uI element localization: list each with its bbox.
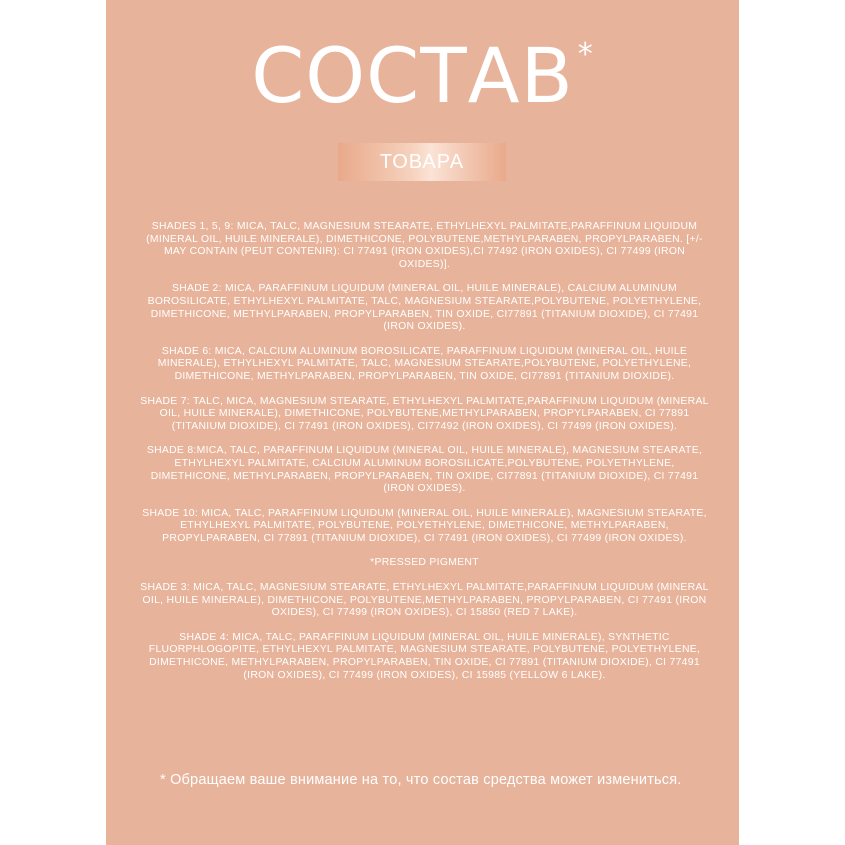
composition-card: [106, 0, 739, 845]
ingredients-list: [138, 221, 711, 694]
ingredients-paragraph: SHADE 7: TALC, MICA, MAGNESIUM STEARATE, ETHYLHEXYL PALMITATE,PARAFFINUM LIQUIDUM (MINERAL OIL, HUILE MINERALE), DIMETHICONE, POLYBUTENE,METHYLPARABEN, PROPYLPARABEN, CI 77891 (TITANIUM DIOXIDE), CI 77491 (IRON OXIDES), CI77492 (IRON OXIDES), CI 77499 (IRON OXIDES).: [140, 395, 709, 432]
ingredients-paragraph: SHADE 2: MICA, PARAFFINUM LIQUIDUM (MINERAL OIL, HUILE MINERALE), CALCIUM ALUMINUM BOROSILICATE, ETHYLHEXYL PALMITATE, TALC, MAGNESIUM STEARATE,POLYBUTENE, POLYETHYLENE, DIMETHICONE, METHYLPARABEN, PROPYLPARABEN, TIN OXIDE, CI77891 (TITANIUM DIOXIDE), CI 77491 (IRON OXIDES).: [147, 283, 702, 333]
ingredients-paragraph: SHADE 8:MICA, TALC, PARAFFINUM LIQUIDUM (MINERAL OIL, HUILE MINERALE), MAGNESIUM STEARATE, ETHYLHEXYL PALMITATE, CALCIUM ALUMINUM BOROSILICATE,POLYBUTENE, POLYETHYLENE, DIMETHICONE, METHYLPARABEN, PROPYLPARABEN, TIN OXIDE, CI77891 (TITANIUM DIOXIDE), CI 77491 (IRON OXIDES).: [146, 445, 703, 495]
ingredients-paragraph: SHADE 6: MICA, CALCIUM ALUMINUM BOROSILICATE, PARAFFINUM LIQUIDUM (MINERAL OIL, HUILE MINERALE), ETHYLHEXYL PALMITATE, TALC, MAGNESIUM STEARATE,POLYBUTENE, POLYETHYLENE, DIMETHICONE, METHYLPARABEN, PROPYLPARABEN, TIN OXIDE, CI77891 (TITANIUM DIOXIDE).: [157, 345, 692, 382]
ingredients-paragraph: SHADE 3: MICA, TALC, MAGNESIUM STEARATE, ETHYLHEXYL PALMITATE,PARAFFINUM LIQUIDUM (MINERAL OIL, HUILE MINERALE), DIMETHICONE, POLYBUTENE,METHYLPARABEN, PROPYLPARABEN, CI 77491 (IRON OXIDES), CI 77499 (IRON OXIDES), CI 15850 (RED 7 LAKE).: [140, 582, 709, 619]
ingredients-paragraph: SHADE 4: MICA, TALC, PARAFFINUM LIQUIDUM (MINERAL OIL, HUILE MINERALE), SYNTHETIC FLUORPHLOGOPITE, ETHYLHEXYL PALMITATE, MAGNESIUM STEARATE, POLYBUTENE, POLYETHYLENE, DIMETHICONE, METHYLPARABEN, PROPYLPARABEN, TIN OXIDE, CI 77891 (TITANIUM DIOXIDE), CI 77491 (IRON OXIDES), CI 77499 (IRON OXIDES), CI 15985 (YELLOW 6 LAKE).: [148, 631, 701, 681]
ingredients-paragraph: SHADES 1, 5, 9: MICA, TALC, MAGNESIUM STEARATE, ETHYLHEXYL PALMITATE,PARAFFINUM LIQUIDUM (MINERAL OIL, HUILE MINERALE), DIMETHICONE, POLYBUTENE,METHYLPARABEN, PROPYLPARABEN. [+/- MAY CONTAIN (PEUT CONTENIR): CI 77491 (IRON OXIDES),CI 77492 (IRON OXIDES), CI 77499 (IRON OXIDES)].: [146, 221, 703, 270]
title-asterisk: *: [577, 37, 594, 72]
title-text: СОСТАВ: [251, 31, 574, 120]
pressed-pigment-label: *PRESSED PIGMENT: [370, 557, 479, 569]
page-title: [106, 31, 739, 120]
subtitle-badge: [338, 143, 506, 181]
disclaimer-note: * Обращаем ваше внимание на то, что состав средства может измениться.: [160, 772, 682, 788]
badge-label: ТОВАРА: [379, 150, 465, 173]
ingredients-paragraph: SHADE 10: MICA, TALC, PARAFFINUM LIQUIDUM (MINERAL OIL, HUILE MINERALE), MAGNESIUM STEARATE, ETHYLHEXYL PALMITATE, POLYBUTENE, POLYETHYLENE, DIMETHICONE, METHYLPARABEN, PROPYLPARABEN, CI 77891 (TITANIUM DIOXIDE), CI 77491 (IRON OXIDES), CI 77499 (IRON OXIDES).: [142, 507, 707, 544]
